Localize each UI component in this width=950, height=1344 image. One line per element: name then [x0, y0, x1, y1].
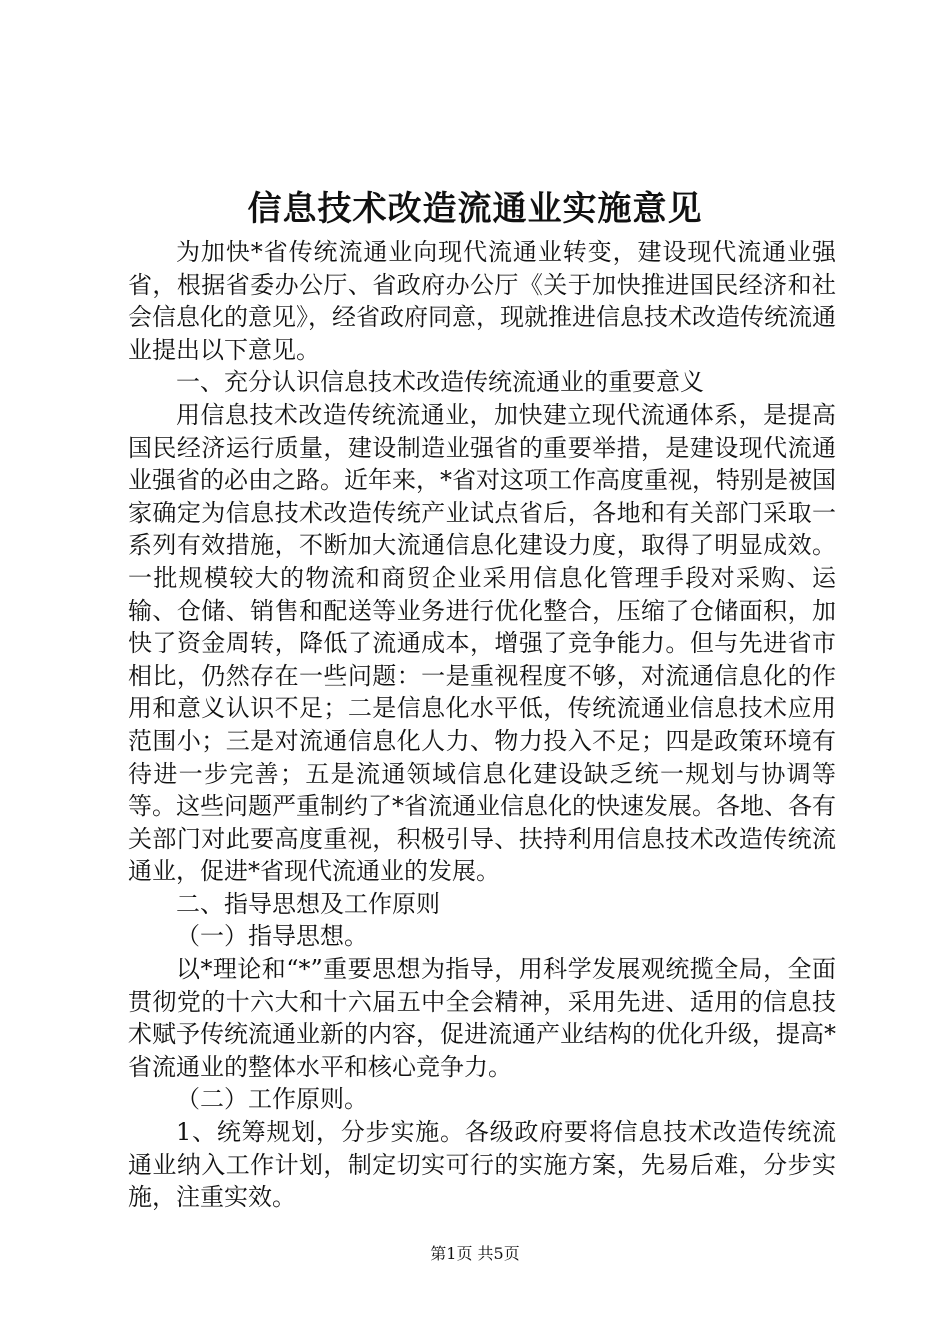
intro-paragraph: 为加快*省传统流通业向现代流通业转变，建设现代流通业强省，根据省委办公厅、省政府办公厅《关于加快推进国民经济和社会信息化的意见》，经省政府同意，现就推进信息技术改造传统流通业提出以下意见。 — [128, 238, 836, 364]
document-body — [128, 236, 836, 1214]
section-heading-2: 二、指导思想及工作原则 — [176, 889, 440, 918]
subsection-heading-work-principles: （二）工作原则。 — [176, 1085, 368, 1114]
section-heading-1: 一、充分认识信息技术改造传统流通业的重要意义 — [176, 368, 704, 397]
subsection-heading-guiding-thought: （一）指导思想。 — [176, 922, 368, 951]
guiding-thought-paragraph: 以*理论和“*”重要思想为指导，用科学发展观统揽全局，全面贯彻党的十六大和十六届五中全会精神，采用先进、适用的信息技术赋予传统流通业新的内容，促进流通产业结构的优化升级，提高*省流通业的整体水平和核心竞争力。 — [128, 955, 836, 1081]
document-title: 信息技术改造流通业实施意见 — [247, 189, 703, 229]
page-number-footer: 第1页 共5页 — [430, 1244, 520, 1263]
section-1-paragraph: 用信息技术改造传统流通业，加快建立现代流通体系，是提高国民经济运行质量，建设制造业强省的重要举措，是建设现代流通业强省的必由之路。近年来，*省对这项工作高度重视，特别是被国家确定为信息技术改造传统产业试点省后，各地和有关部门采取一系列有效措施，不断加大流通信息化建设力度，取得了明显成效。一批规模较大的物流和商贸企业采用信息化管理手段对采购、运输、仓储、销售和配送等业务进行优化整合，压缩了仓储面积，加快了资金周转，降低了流通成本，增强了竞争能力。但与先进省市相比，仍然存在一些问题：一是重视程度不够，对流通信息化的作用和意义认识不足；二是信息化水平低，传统流通业信息技术应用范围小；三是对流通信息化人力、物力投入不足；四是政策环境有待进一步完善；五是流通领域信息化建设缺乏统一规划与协调等等。这些问题严重制约了*省流通业信息化的快速发展。各地、各有关部门对此要高度重视，积极引导、扶持利用信息技术改造传统流通业，促进*省现代流通业的发展。 — [128, 400, 836, 886]
work-principle-1-paragraph: 1、统筹规划，分步实施。各级政府要将信息技术改造传统流通业纳入工作计划，制定切实可行的实施方案，先易后难，分步实施，注重实效。 — [128, 1118, 836, 1212]
